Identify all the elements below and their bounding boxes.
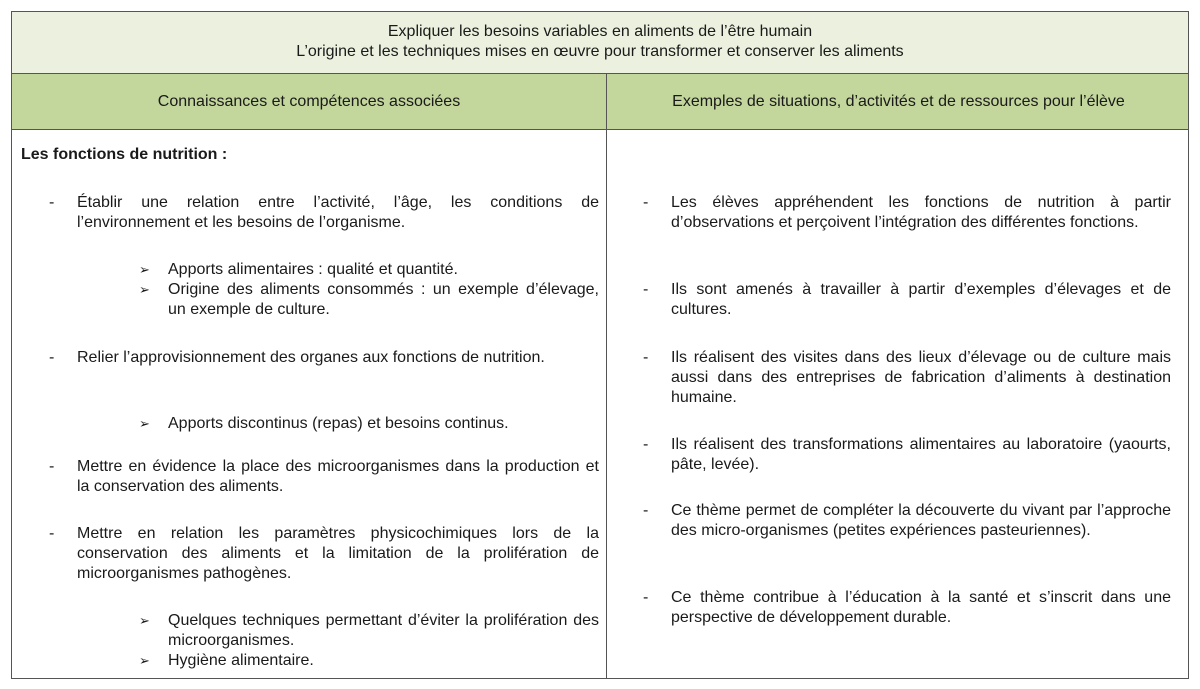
left-item <box>49 524 599 584</box>
dash-marker: - <box>643 589 649 606</box>
dash-marker: - <box>643 436 649 453</box>
arrow-bullet-icon: ➢ <box>139 416 150 431</box>
arrow-bullet-icon: ➢ <box>139 613 150 628</box>
arrow-bullet-icon: ➢ <box>139 262 150 277</box>
curriculum-table <box>11 11 1189 679</box>
right-item-text: Ils sont amenés à travailler à partir d’exemples d’élevages et de cultures. <box>671 281 1171 318</box>
table-title <box>12 12 1188 74</box>
left-subitem <box>139 414 599 434</box>
dash-marker: - <box>49 458 55 475</box>
title-line-2: L’origine et les techniques mises en œuvre pour transformer et conserver les aliments <box>296 43 904 60</box>
right-item-text: Ce thème contribue à l’éducation à la santé et s’inscrit dans une perspective de développement durable. <box>671 589 1171 626</box>
arrow-bullet-icon: ➢ <box>139 653 150 668</box>
right-item <box>643 588 1171 628</box>
dash-marker: - <box>49 349 55 366</box>
left-subitem-text: Apports discontinus (repas) et besoins continus. <box>168 415 509 432</box>
left-subitem <box>139 260 599 280</box>
header-right: Exemples de situations, d’activités et de ressources pour l’élève <box>672 92 1125 110</box>
left-subitem <box>139 651 599 671</box>
column-divider <box>606 74 607 679</box>
right-item-text: Ils réalisent des visites dans des lieux d’élevage ou de culture mais aussi dans des entreprises de fabrication d’aliments à destination humaine. <box>671 349 1171 406</box>
dash-marker: - <box>643 349 649 366</box>
left-item <box>49 193 599 233</box>
left-subitem <box>139 280 599 320</box>
column-header-row <box>12 74 1188 130</box>
left-subitem <box>139 611 599 651</box>
left-item-text: Mettre en évidence la place des microorganismes dans la production et la conservation des aliments. <box>77 458 599 495</box>
right-item <box>643 280 1171 320</box>
right-item <box>643 501 1171 541</box>
dash-marker: - <box>49 194 55 211</box>
left-subitem-text: Apports alimentaires : qualité et quantité. <box>168 261 458 278</box>
left-item <box>49 457 599 497</box>
left-item-text: Relier l’approvisionnement des organes aux fonctions de nutrition. <box>77 349 545 366</box>
left-subitem-text: Quelques techniques permettant d’éviter la prolifération des microorganismes. <box>168 612 599 649</box>
left-subitem-text: Origine des aliments consommés : un exemple d’élevage, un exemple de culture. <box>168 281 599 318</box>
right-item <box>643 348 1171 408</box>
section-heading: Les fonctions de nutrition : <box>21 146 228 163</box>
right-item <box>643 193 1171 233</box>
left-item <box>49 348 599 368</box>
left-item-text: Établir une relation entre l’activité, l’âge, les conditions de l’environnement et les besoins de l’organisme. <box>77 194 599 231</box>
header-left: Connaissances et compétences associées <box>157 92 461 110</box>
title-line-1: Expliquer les besoins variables en aliments de l’être humain <box>387 23 813 40</box>
dash-marker: - <box>49 525 55 542</box>
dash-marker: - <box>643 502 649 519</box>
dash-marker: - <box>643 281 649 298</box>
left-item-text: Mettre en relation les paramètres physicochimiques lors de la conservation des aliments et la limitation de la prolifération de microorganismes pathogènes. <box>77 525 599 582</box>
right-item <box>643 435 1171 475</box>
left-subitem-text: Hygiène alimentaire. <box>168 652 314 669</box>
arrow-bullet-icon: ➢ <box>139 282 150 297</box>
dash-marker: - <box>643 194 649 211</box>
right-item-text: Ils réalisent des transformations alimentaires au laboratoire (yaourts, pâte, levée). <box>671 436 1171 473</box>
right-item-text: Les élèves appréhendent les fonctions de nutrition à partir d’observations et perçoivent l’intégration des différentes fonctions. <box>671 194 1171 231</box>
right-item-text: Ce thème permet de compléter la découverte du vivant par l’approche des micro-organismes (petites expériences pasteuriennes). <box>671 502 1171 539</box>
